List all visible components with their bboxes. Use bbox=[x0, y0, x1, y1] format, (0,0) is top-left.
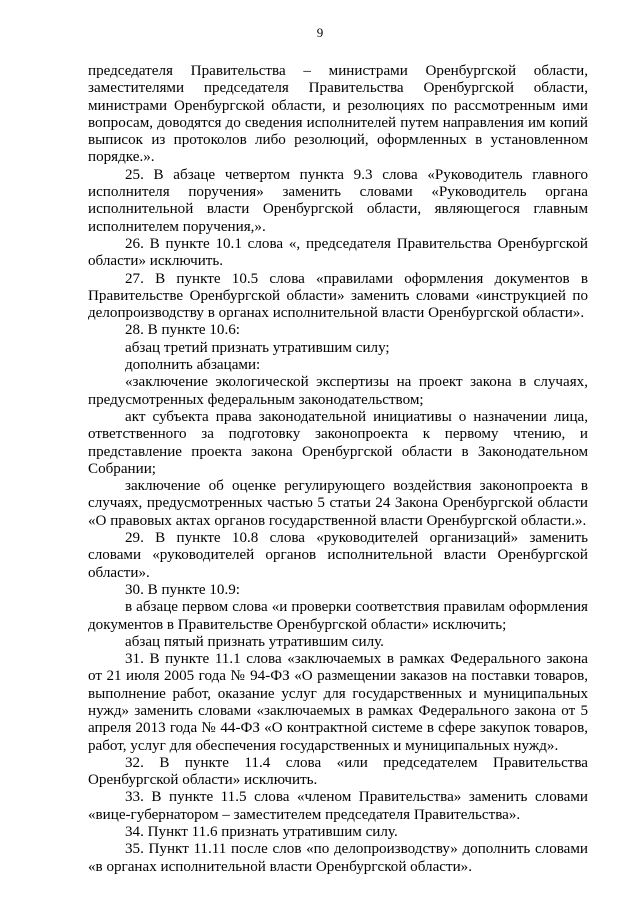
paragraph-item-26: 26. В пункте 10.1 слова «, председателя Правительства Оренбургской области» исключить. bbox=[88, 235, 588, 270]
paragraph-item-29: 29. В пункте 10.8 слова «руководителей организаций» заменить словами «руководителей органов исполнительной власти Оренбургской области». bbox=[88, 530, 588, 581]
paragraph-item-32: 32. В пункте 11.4 слова «или председателем Правительства Оренбургской области» исключить. bbox=[88, 754, 588, 789]
paragraph-item-35: 35. Пункт 11.11 после слов «по делопроизводству» дополнить словами «в органах исполнительной власти Оренбургской области». bbox=[88, 841, 588, 875]
document-body bbox=[88, 63, 588, 876]
paragraph-item-28-sub-5: заключение об оценке регулирующего воздействия законопроекта в случаях, предусмотренных частью 5 статьи 24 Закона Оренбургской области «О правовых актах органов государственной власти Оренбургской области.». bbox=[88, 478, 588, 529]
paragraph-item-28: 28. В пункте 10.6: bbox=[125, 322, 240, 339]
paragraph-item-28-sub-3: «заключение экологической экспертизы на проект закона в случаях, предусмотренных федеральным законодательством; bbox=[88, 374, 588, 408]
paragraph-item-28-sub-4: акт субъекта права законодательной инициативы о назначении лица, ответственного за подготовку законопроекта к первому чтению, и представление проекта закона Оренбургской области в Законодательном Собрании; bbox=[88, 408, 588, 477]
paragraph-item-25: 25. В абзаце четвертом пункта 9.3 слова «Руководитель главного исполнителя поручения» заменить словами «Руководитель органа исполнительной власти Оренбургской области, являющегося главным исполнителем поручения,». bbox=[88, 166, 588, 235]
page-number: 9 bbox=[316, 25, 324, 40]
paragraph-item-34: 34. Пункт 11.6 признать утратившим силу. bbox=[125, 824, 398, 841]
paragraph-item-28-sub-2: дополнить абзацами: bbox=[125, 357, 261, 374]
paragraph-item-30: 30. В пункте 10.9: bbox=[125, 581, 240, 598]
paragraph-item-27: 27. В пункте 10.5 слова «правилами оформления документов в Правительстве Оренбургской области» заменить словами «инструкцией по делопроизводству в органах исполнительной власти Оренбургской области». bbox=[88, 270, 588, 322]
paragraph-item-33: 33. В пункте 11.5 слова «членом Правительства» заменить словами «вице-губернатором – заместителем председателя Правительства». bbox=[88, 789, 588, 823]
paragraph-item-30-sub-2: абзац пятый признать утратившим силу. bbox=[125, 633, 384, 650]
paragraph-item-31: 31. В пункте 11.1 слова «заключаемых в рамках Федерального закона от 21 июля 2005 года № 94-ФЗ «О размещении заказов на поставки товаров, выполнение работ, оказание услуг для государственных и муниципальных нужд» заменить словами «заключаемых в рамках Федерального закона от 5 апреля 2013 года № 44-ФЗ «О контрактной системе в сфере закупок товаров, работ, услуг для обеспечения государственных и муниципальных нужд». bbox=[88, 651, 588, 754]
paragraph-item-30-sub-1: в абзаце первом слова «и проверки соответствия правилам оформления документов в Правительстве Оренбургской области» исключить; bbox=[88, 599, 588, 633]
paragraph-item-28-sub-1: абзац третий признать утратившим силу; bbox=[125, 339, 390, 356]
paragraph-continuation: председателя Правительства – министрами Оренбургской области, заместителями председателя Правительства Оренбургской области, министрами Оренбургской области, и резолюциях по рассмотренным ими вопросам, доводятся до сведения исполнителей путем направления им копий выписок из протоколов либо резолюций, оформленных в установленном порядке.». bbox=[88, 63, 588, 166]
